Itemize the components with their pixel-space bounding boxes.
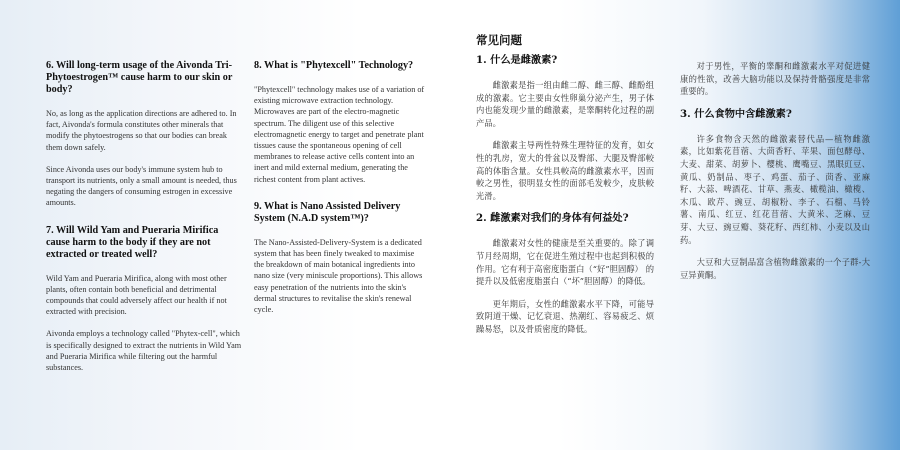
question-9-answer: The Nano-Assisted-Delivery-System is a dedicated system that has been finely tweaked to maximise the breakdown of main botanical ingredients into nano size (very miniscule proportions). This allows easy penetration of the nutrients into the skin's dermal structures to revitalise the skin's renewal cycle. (254, 237, 423, 315)
question-8-title: 8. What is "Phytexcell" Technology? (254, 60, 414, 71)
question-7-answer-p1: Wild Yam and Pueraria Mirifica, along with most other plants, often contain both beneficial and detrimental compounds that could adversely affect our health if not extracted with precision. (46, 273, 227, 317)
zh-question-3-answer-p2: 大豆和大豆制品富含植物雌激素的一个子群-大豆异黄酮。 (680, 257, 870, 280)
question-7-title: 7. Will Wild Yam and Pueraria Mirifica cause harm to the body if they are not extracted or treated well? (46, 224, 219, 260)
question-6-title: 6. Will long-term usage of the Aivonda Tri-Phytoestrogen™ cause harm to our skin or body? (46, 60, 233, 95)
column-english-2 (254, 60, 426, 326)
column-english-1 (46, 60, 242, 384)
zh-question-1-answer-p2: 雌激素主导两性特殊生理特征的发育，如女性的乳房，宽大的骨盆以及臀部、大腿及臀部較高的体脂含量。女性具較高的雌激素水平，因而較之男性，很明显女性的面部毛发較少，皮肤較光滑。 (476, 140, 654, 201)
question-6-answer-p2: Since Aivonda uses our body's immune system hub to transport its nutrients, only a small amount is needed, thus negating the dangers of consuming estrogen in excessive amounts. (46, 164, 237, 208)
column-chinese-2 (680, 60, 870, 291)
zh-question-2-answer-p1: 雌激素对女性的健康是至关重要的。除了调节月经周期，它在促进生殖过程中也起到积极的作用。它有利于高密度脂蛋白（“好”胆固醇） 的提升以及低密度脂蛋白（“坏”胆固醇）的降低。 (476, 238, 654, 287)
zh-question-3-answer-p1: 许多食物含天然的雌激素替代品—植物雌激素，比如紫花苜蓿、大茴香籽、苹果、面包酵母、大麦、甜菜、胡萝卜、樱桃、鹰嘴豆、黑眼豇豆、黄瓜、奶制品、枣子、鸡蛋、茄子、茴香、亚麻籽、大蒜、啤酒花、甘草、燕麦、橄榄油、橄榄、木瓜、欧芹、豌豆、胡椒粉、李子、石榴、马铃薯、南瓜、红豆、红花苜蓿、大黄米、芝麻、豆芽、大豆、豌豆瓣、葵花籽、西红柿、小麦以及山药。 (680, 133, 870, 245)
zh-question-2-answer-p2: 更年期后，女性的雌激素水平下降，可能导致阴道干燥、记忆衰退、热潮红、容易疲乏、烦躁易怒，以及骨质密度的降低。 (476, 298, 654, 334)
question-8-answer: "Phytexcell" technology makes use of a variation of existing microwave extraction technology. Microwaves are part of the electro-magnetic spectrum. The diligent use of this selective electromagnetic energy to target and penetrate plant tissues cause the spontaneous opening of cell membranes to release active cells content into an inert and mild external medium, generating the richest content from plant actives. (254, 85, 425, 184)
zh-question-1-answer-p1: 雌激素是指一组由雌二醇、雌三醇、雌酚组成的激素。它主要由女性卵巢分泌产生，男子体内也能发现少量的雌激素，是睾酮转化过程的副产品。 (476, 80, 654, 128)
zh-question-3-title: 3. 什么食物中含雌激素? (680, 107, 792, 120)
question-6-answer-p1: No, as long as the application directions are adhered to. In fact, Aivonda's formula constitutes other minerals that modify the phytoestrogens so that our bodies can break them down safely. (46, 109, 237, 152)
question-9-title: 9. What is Nano Assisted Delivery System (N.A.D system™)? (254, 200, 401, 224)
column-chinese-1 (476, 32, 654, 346)
zh-question-1-title: 1. 什么是雌激素? (476, 54, 558, 66)
question-7-answer-p2: Aivonda employs a technology called "Phytex-cell", which is specifically designed to extract the nutrients in Wild Yam and Pueraria Mirifica while filtering out the harmful substances. (46, 329, 242, 373)
faq-heading: 常见问题 (476, 33, 522, 47)
zh-male-balance-paragraph: 对于男性，平衡的睾酮和雌激素水平对促进健康的性欲，改善大脑功能以及保持骨骼强度是非常重要的。 (680, 61, 870, 97)
zh-question-2-title: 2. 雌激素对我们的身体有何益处? (476, 212, 629, 225)
